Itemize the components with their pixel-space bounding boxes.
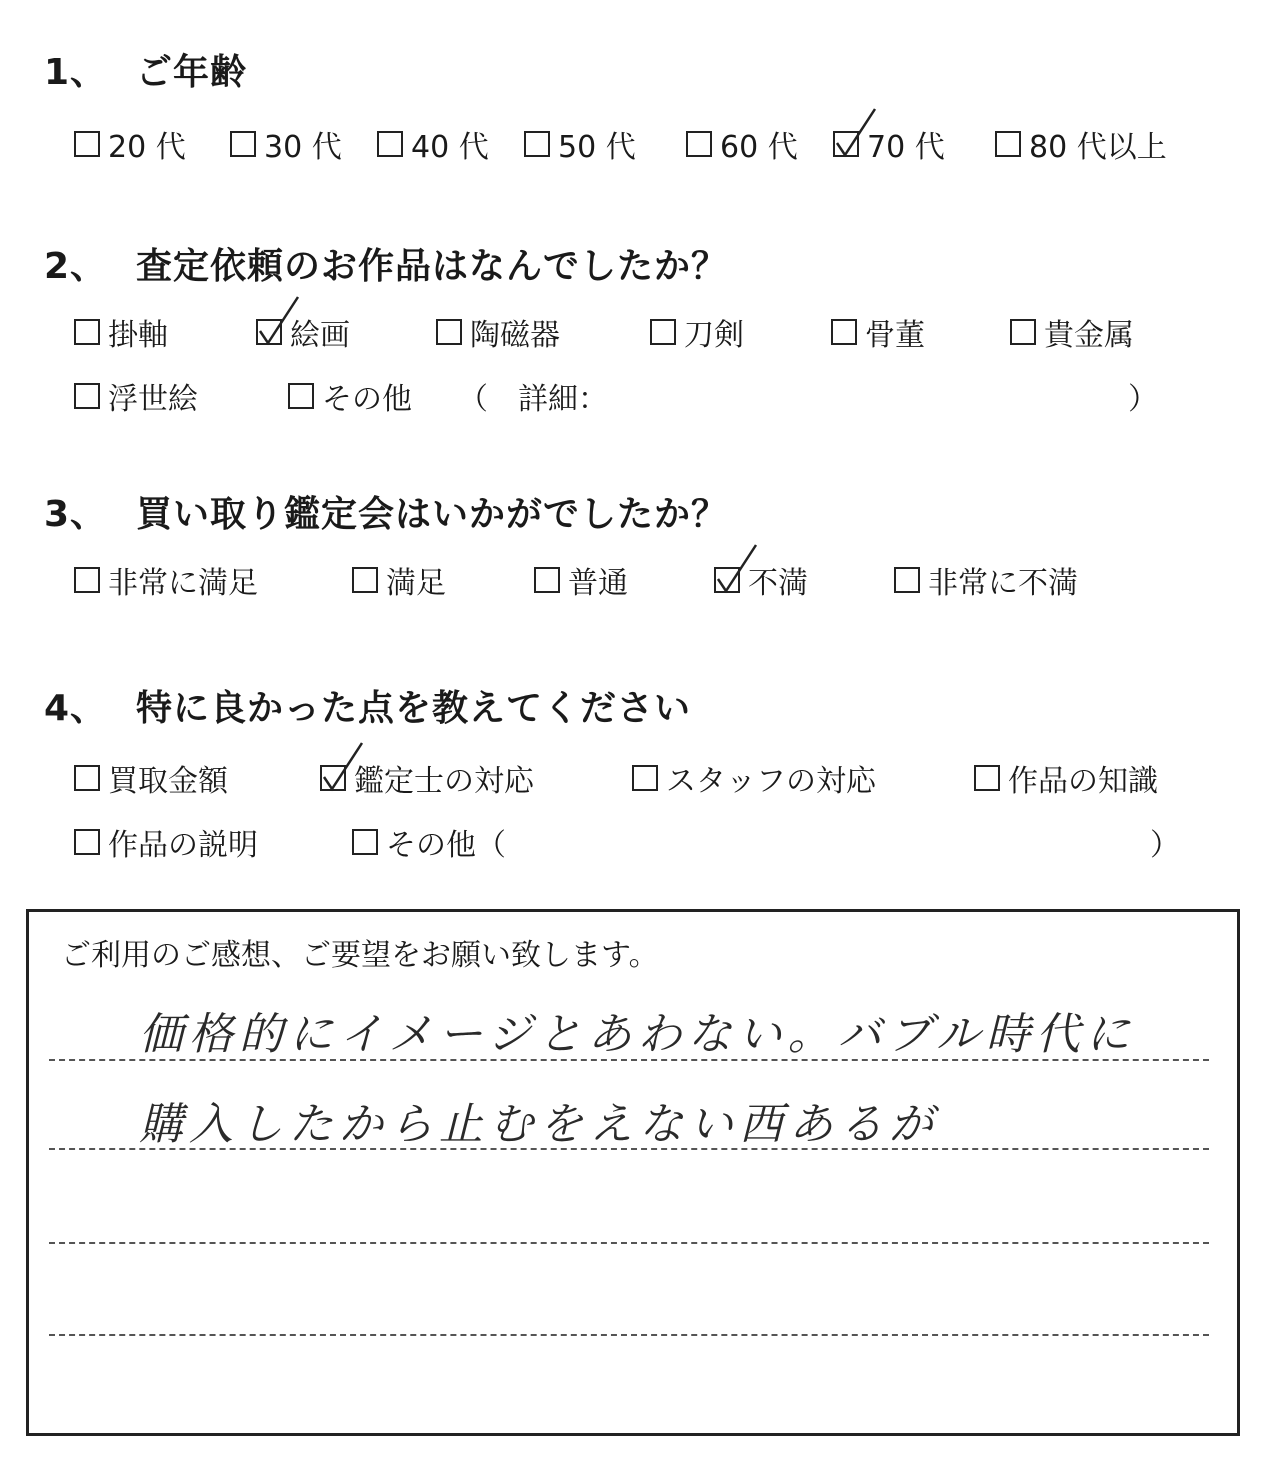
option-20s[interactable] (74, 122, 186, 166)
option-label: 20 代 (108, 130, 186, 165)
question-text: 査定依頼のお作品はなんでしたか？ (136, 246, 729, 287)
question-text: 特に良かった点を教えてください (136, 688, 692, 729)
option-label: 絵画 (290, 318, 350, 353)
option-label: 貴金属 (1044, 318, 1134, 353)
option-label: 40 代 (411, 130, 489, 165)
checkbox[interactable] (974, 765, 1000, 791)
checkbox[interactable] (230, 131, 256, 157)
option-ceramics[interactable] (436, 310, 560, 354)
checkbox[interactable] (632, 765, 658, 791)
checkbox[interactable] (995, 131, 1021, 157)
question-number: 3、 (44, 494, 108, 535)
checkbox[interactable] (74, 567, 100, 593)
option-label: 満足 (386, 566, 446, 601)
handwritten-comment-line: 購入したから止むをえない西あるが (139, 1099, 939, 1150)
question-4-title (44, 680, 691, 731)
comments-prompt: ご利用のご感想、ご要望をお願い致します。 (61, 938, 659, 973)
option-hanging-scroll[interactable] (74, 310, 168, 354)
writing-line (49, 1334, 1209, 1336)
option-antiques[interactable] (831, 310, 925, 354)
option-purchase-price[interactable] (74, 756, 228, 800)
option-artwork-explanation[interactable] (74, 820, 258, 864)
checkbox[interactable] (74, 131, 100, 157)
option-other[interactable] (352, 820, 506, 864)
checkbox[interactable] (288, 383, 314, 409)
option-label: 60 代 (720, 130, 798, 165)
checkbox[interactable] (436, 319, 462, 345)
option-80s-plus[interactable] (995, 122, 1167, 166)
check-mark-icon (320, 741, 364, 793)
option-sword[interactable] (650, 310, 744, 354)
checkbox[interactable] (1010, 319, 1036, 345)
check-mark-icon (714, 543, 758, 595)
option-label: 30 代 (264, 130, 342, 165)
question-1-title (44, 44, 247, 95)
option-label: 骨董 (865, 318, 925, 353)
checkbox[interactable] (534, 567, 560, 593)
checkbox[interactable] (352, 567, 378, 593)
checkbox[interactable] (74, 765, 100, 791)
option-label: 普通 (568, 566, 628, 601)
option-60s[interactable] (686, 122, 798, 166)
option-label: 非常に満足 (108, 566, 258, 601)
option-40s[interactable] (377, 122, 489, 166)
checkbox-checked[interactable] (256, 319, 282, 345)
option-label: 不満 (748, 566, 808, 601)
option-label: 浮世絵 (108, 382, 198, 417)
option-label: 鑑定士の対応 (354, 764, 534, 799)
option-appraiser-service[interactable] (320, 756, 534, 800)
question-number: 1、 (44, 52, 108, 93)
comments-box[interactable] (26, 909, 1240, 1436)
checkbox[interactable] (524, 131, 550, 157)
option-label: 掛軸 (108, 318, 168, 353)
checkbox[interactable] (650, 319, 676, 345)
handwritten-comment-line: 価格的にイメージとあわない。バブル時代に (139, 1009, 1136, 1060)
detail-label: （ 詳細： (458, 382, 608, 417)
option-50s[interactable] (524, 122, 636, 166)
check-mark-icon (833, 107, 877, 159)
checkbox[interactable] (377, 131, 403, 157)
option-ukiyoe[interactable] (74, 374, 198, 418)
option-label: その他 (322, 382, 412, 417)
option-label: 作品の説明 (108, 828, 258, 863)
option-label: 買取金額 (108, 764, 228, 799)
option-other[interactable] (288, 374, 412, 418)
option-staff-service[interactable] (632, 756, 876, 800)
option-very-dissatisfied[interactable] (894, 558, 1078, 602)
question-text: 買い取り鑑定会はいかがでしたか？ (136, 494, 729, 535)
option-very-satisfied[interactable] (74, 558, 258, 602)
question-number: 4、 (44, 688, 108, 729)
writing-line (49, 1059, 1209, 1061)
checkbox-checked[interactable] (714, 567, 740, 593)
option-label: その他（ (386, 828, 506, 863)
question-number: 2、 (44, 246, 108, 287)
option-label: 作品の知識 (1008, 764, 1158, 799)
option-satisfied[interactable] (352, 558, 446, 602)
checkbox[interactable] (894, 567, 920, 593)
close-paren: ） (1128, 382, 1158, 417)
option-precious-metals[interactable] (1010, 310, 1134, 354)
option-label: 80 代以上 (1029, 130, 1167, 165)
checkbox[interactable] (831, 319, 857, 345)
checkbox[interactable] (352, 829, 378, 855)
question-3-title (44, 486, 728, 537)
check-mark-icon (256, 295, 300, 347)
checkbox[interactable] (74, 829, 100, 855)
option-dissatisfied[interactable] (714, 558, 808, 602)
option-neutral[interactable] (534, 558, 628, 602)
option-painting[interactable] (256, 310, 350, 354)
checkbox-checked[interactable] (320, 765, 346, 791)
writing-line (49, 1148, 1209, 1150)
option-label: 非常に不満 (928, 566, 1078, 601)
question-2-title (44, 238, 728, 289)
checkbox[interactable] (74, 383, 100, 409)
checkbox[interactable] (686, 131, 712, 157)
writing-line (49, 1242, 1209, 1244)
option-label: 70 代 (867, 130, 945, 165)
option-30s[interactable] (230, 122, 342, 166)
option-70s[interactable] (833, 122, 945, 166)
checkbox[interactable] (74, 319, 100, 345)
question-text: ご年齢 (136, 52, 248, 93)
checkbox-checked[interactable] (833, 131, 859, 157)
option-label: 50 代 (558, 130, 636, 165)
option-artwork-knowledge[interactable] (974, 756, 1158, 800)
option-label: スタッフの対応 (666, 764, 876, 799)
option-label: 陶磁器 (470, 318, 560, 353)
option-label: 刀剣 (684, 318, 744, 353)
close-paren: ） (1150, 828, 1180, 863)
